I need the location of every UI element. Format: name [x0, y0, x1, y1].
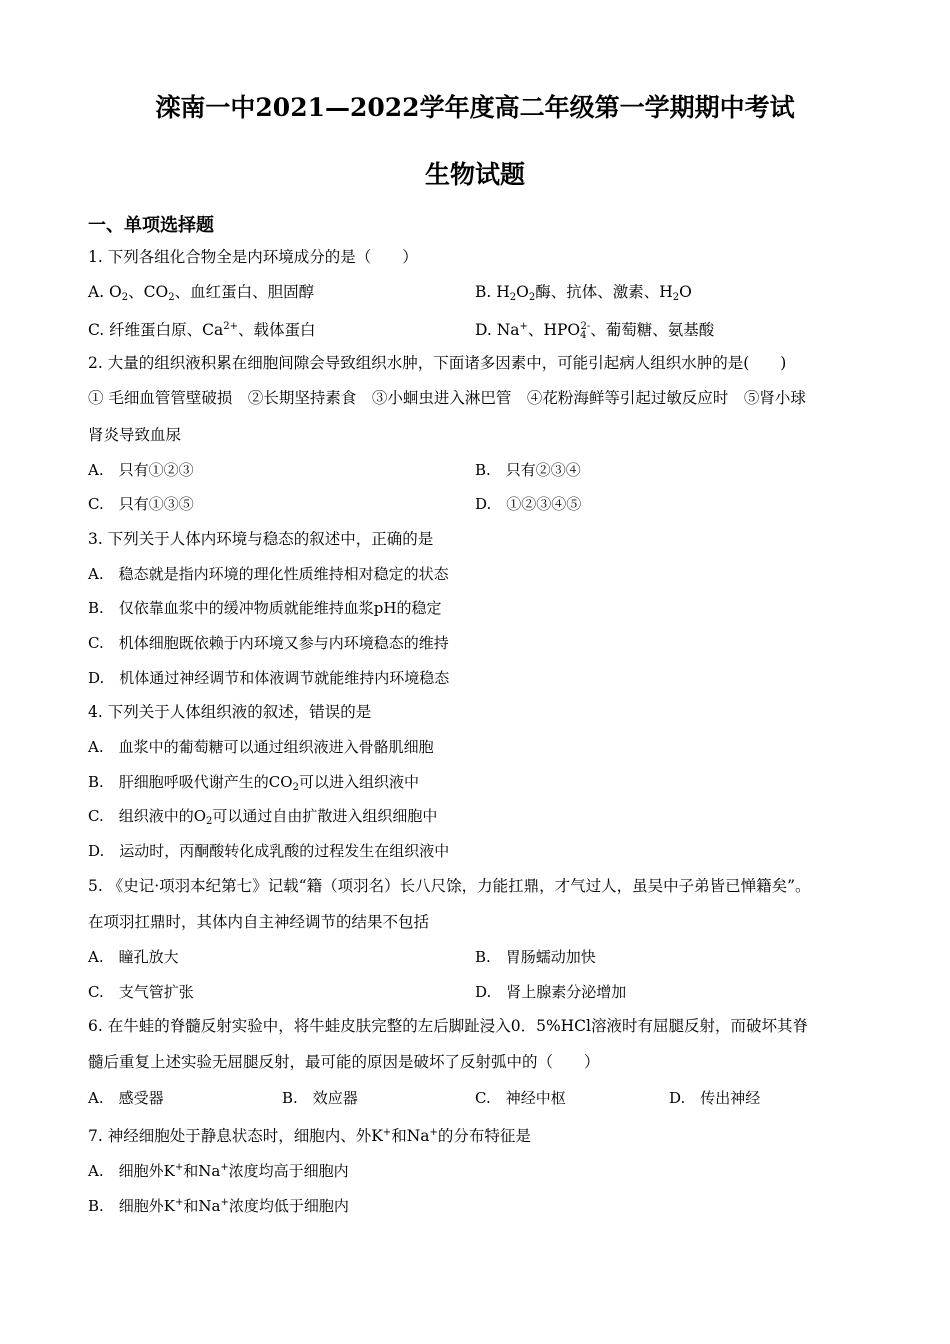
q1-option-d[interactable]: D. Na+、$HPO_4^{2-}$、葡萄糖、氨基酸 [475, 321, 715, 341]
q2-option-b[interactable]: B. 只有②③④ [475, 461, 581, 479]
q4-option-a[interactable]: A. 血浆中的葡萄糖可以通过组织液进入骨骼肌细胞 [88, 738, 434, 756]
exam-subtitle: 生物试题 [424, 160, 525, 189]
q7-stem: 7. 神经细胞处于静息状态时，细胞内、外K+和Na+的分布特征是 [88, 1127, 531, 1145]
q6-option-b[interactable]: B. 效应器 [282, 1089, 358, 1107]
q2-items-line2: 肾炎导致血尿 [88, 426, 182, 444]
q1-option-b[interactable]: B. $H_2O_2$酶、抗体、激素、$H_2O$ [475, 283, 692, 303]
q6-option-a[interactable]: A. 感受器 [88, 1089, 164, 1107]
q1-option-c[interactable]: C. 纤维蛋白原、$Ca^{2+}$、载体蛋白 [88, 321, 316, 339]
q3-option-a[interactable]: A. 稳态就是指内环境的理化性质维持相对稳定的状态 [88, 565, 449, 583]
q6-stem-line2: 髓后重复上述实验无屈腿反射，最可能的原因是破坏了反射弧中的（ ） [88, 1053, 600, 1071]
section-heading: 一、单项选择题 [88, 215, 214, 236]
q7-option-b[interactable]: B. 细胞外K+和Na+浓度均低于细胞内 [88, 1197, 349, 1215]
q2-stem: 2. 大量的组织液积累在细胞间隙会导致组织水肿，下面诸多因素中，可能引起病人组织水肿的是( ) [88, 354, 787, 372]
q1-stem: 1. 下列各组化合物全是内环境成分的是（ ） [88, 248, 418, 266]
q5-stem-line1: 5. 《史记·项羽本纪第七》记载“籍（项羽名）长八尺馀，力能扛鼎，才气过人，虽吴中子弟皆已惮籍矣”。 [88, 877, 811, 895]
q4-option-b[interactable]: B. 肝细胞呼吸代谢产生的$CO_2$可以进入组织液中 [88, 773, 419, 793]
q4-stem: 4. 下列关于人体组织液的叙述，错误的是 [88, 703, 372, 721]
q2-option-c[interactable]: C. 只有①③⑤ [88, 495, 194, 513]
q1-option-a[interactable]: A. $O_2$、$CO_2$、血红蛋白、胆固醇 [88, 283, 315, 303]
q6-option-c[interactable]: C. 神经中枢 [475, 1089, 566, 1107]
q5-stem-line2: 在项羽扛鼎时，其体内自主神经调节的结果不包括 [88, 913, 430, 931]
q3-option-b[interactable]: B. 仅依靠血浆中的缓冲物质就能维持血浆pH的稳定 [88, 599, 442, 617]
q4-option-d[interactable]: D. 运动时，丙酮酸转化成乳酸的过程发生在组织液中 [88, 842, 450, 860]
q6-stem-line1: 6. 在牛蛙的脊髓反射实验中，将牛蛙皮肤完整的左后脚趾浸入0．5%HCl溶液时有屈腿反射，而破坏其脊 [88, 1017, 809, 1035]
q5-option-c[interactable]: C. 支气管扩张 [88, 983, 194, 1001]
q2-option-a[interactable]: A. 只有①②③ [88, 461, 194, 479]
q3-stem: 3. 下列关于人体内环境与稳态的叙述中，正确的是 [88, 530, 434, 548]
q4-option-c[interactable]: C. 组织液中的$O_2$可以通过自由扩散进入组织细胞中 [88, 807, 438, 827]
q5-option-b[interactable]: B. 胃肠蠕动加快 [475, 948, 596, 966]
q7-option-a[interactable]: A. 细胞外K+和Na+浓度均高于细胞内 [88, 1162, 349, 1180]
q5-option-d[interactable]: D. 肾上腺素分泌增加 [475, 983, 627, 1001]
q2-items-line1: ① 毛细血管管壁破损 ②长期坚持素食 ③小蛔虫进入淋巴管 ④花粉海鲜等引起过敏反应时 ⑤肾小球 [88, 389, 806, 407]
exam-title: 滦南一中2021—2022学年度高二年级第一学期期中考试 [155, 93, 795, 122]
q6-option-d[interactable]: D. 传出神经 [669, 1089, 761, 1107]
q2-option-d[interactable]: D. ①②③④⑤ [475, 495, 582, 513]
q3-option-c[interactable]: C. 机体细胞既依赖于内环境又参与内环境稳态的维持 [88, 634, 449, 652]
q5-option-a[interactable]: A. 瞳孔放大 [88, 948, 179, 966]
q3-option-d[interactable]: D. 机体通过神经调节和体液调节就能维持内环境稳态 [88, 669, 450, 687]
